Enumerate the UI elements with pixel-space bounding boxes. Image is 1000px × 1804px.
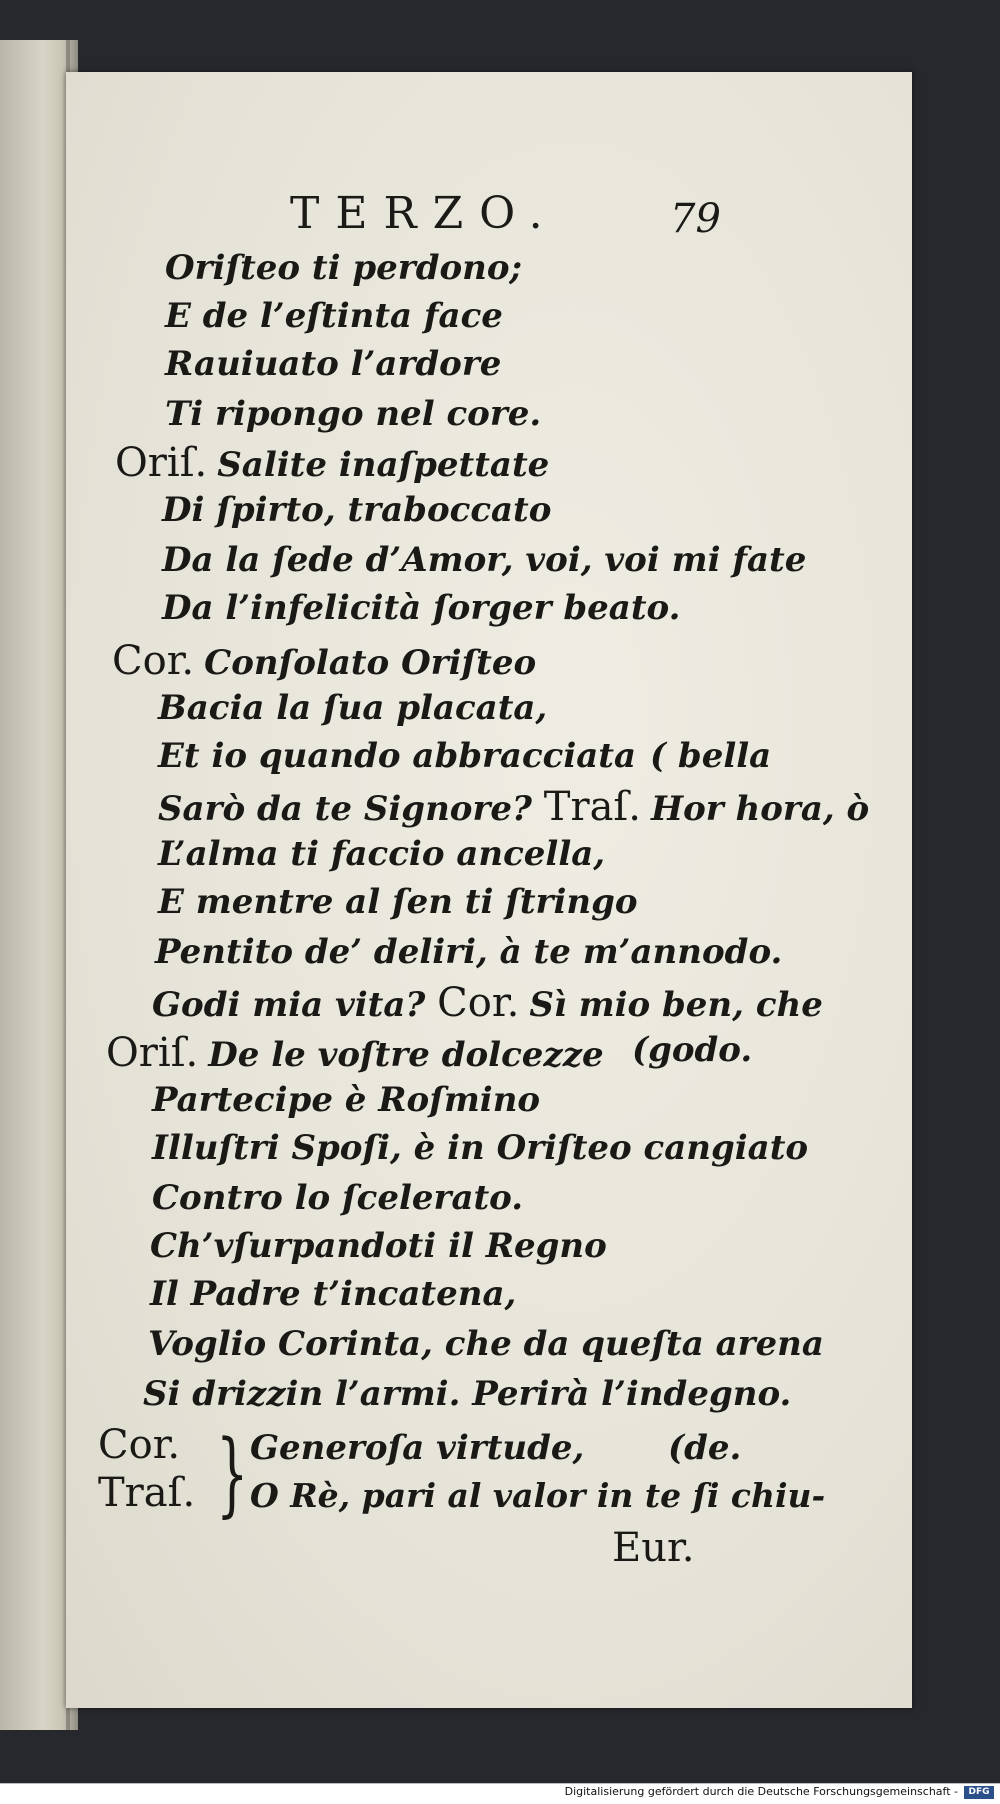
funding-credit: Digitalisierung gefördert durch die Deutsche Forschungsgemeinschaft - [564,1785,958,1798]
catchword: Eur. [612,1525,695,1571]
page-number: 79 [670,196,721,242]
turnover-word: (de. [668,1428,742,1468]
running-title: TERZO. [290,188,559,239]
verse-line: Oriſ. Salite inaſpettate [115,440,550,486]
verse-line: Pentito de’ deliri, à te m’annodo. [155,932,783,972]
turnover-word: ( bella [650,736,772,776]
turnover-word: (godo. [632,1030,753,1070]
verse-line: O Rè, pari al valor in te ſi chiu- [250,1476,826,1515]
speaker-name: Traſ. [98,1470,196,1516]
verse-line: Bacia la ſua placata, [158,688,548,728]
verse-line: E mentre al ſen ti ſtringo [158,882,638,922]
verse-line: Generoſa virtude, [250,1428,585,1468]
speaker-name: Oriſ. [106,1030,199,1076]
speaker-name: Oriſ. [115,440,208,486]
verse-line: Si drizzin l’armi. Perirà l’indegno. [143,1374,792,1414]
verse-line: Godi mia vita? Cor. Sì mio ben, che [152,980,823,1026]
dfg-logo: DFG [964,1786,994,1799]
verse-line: Il Padre t’incatena, [150,1274,517,1314]
verse-line: Cor. Conſolato Oriſteo [112,638,537,684]
verse-line: Oriſ. De le voſtre dolcezze [106,1030,604,1076]
verse-line: L’alma ti faccio ancella, [158,834,606,874]
verse-line: Voglio Corinta, che da queſta arena [148,1324,824,1364]
verse-line: Sarò da te Signore? Traſ. Hor hora, ò [158,784,870,830]
verse-line: Oriſteo ti perdono; [165,248,523,288]
verse-line: Di ſpirto, traboccato [162,490,552,530]
verse-line: Et io quando abbracciata [158,736,637,776]
verse-line: Illuſtri Spoſi, è in Oriſteo cangiato [152,1128,809,1168]
speaker-name: Traſ. [543,784,641,830]
verse-line: Ti ripongo nel core. [165,394,542,434]
verse-line: E de l’eſtinta face [165,296,503,336]
verse-line: Rauiuato l’ardore [165,344,502,384]
verse-line: Ch’vſurpandoti il Regno [150,1226,607,1266]
verse-line: Da la ſede d’Amor, voi, voi mi fate [162,540,807,580]
brace-symbol: } [216,1420,249,1527]
speaker-name: Cor. [112,638,195,684]
speaker-name: Cor. [437,980,520,1026]
verse-line: Partecipe è Roſmino [152,1080,541,1120]
verse-line: Da l’infelicità ſorger beato. [162,588,681,628]
speaker-name: Cor. [98,1422,181,1468]
verse-line: Contro lo ſcelerato. [152,1178,524,1218]
